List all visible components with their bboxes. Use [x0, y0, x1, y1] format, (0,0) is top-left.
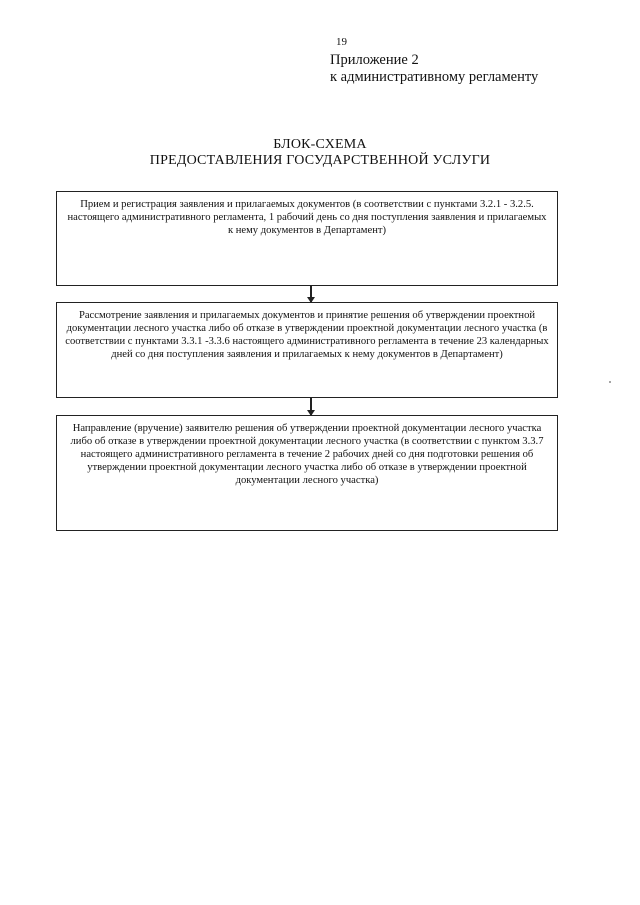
scan-speck — [609, 381, 611, 383]
appendix-line-2: к административному регламенту — [330, 69, 539, 85]
appendix-line-1: Приложение 2 — [330, 52, 419, 68]
flowchart-step-2: Рассмотрение заявления и прилагаемых документов и принятие решения об утверждении проектной документации лесного участка либо об отказе в утверждении проектной документации лесного участка (в соответствии с пунктами 3.3.1 -3.3.6 настоящего административного регламента в течение 23 календарных дней со дня поступления заявления и прилагаемых к нему документов в Департамент) — [56, 302, 558, 398]
title-line-1: БЛОК-СХЕМА — [273, 137, 367, 152]
appendix-header — [330, 52, 538, 86]
flowchart-step-1: Прием и регистрация заявления и прилагаемых документов (в соответствии с пунктами 3.2.1 - 3.2.5. настоящего административного регламента, 1 рабочий день со дня поступления заявления и прилагаемых к нему документов в Департамент) — [56, 191, 558, 286]
page-number: 19 — [336, 36, 347, 48]
down-arrow-icon — [310, 286, 312, 302]
document-title — [0, 137, 640, 169]
title-line-2: ПРЕДОСТАВЛЕНИЯ ГОСУДАРСТВЕННОЙ УСЛУГИ — [149, 153, 491, 168]
flowchart-step-3: Направление (вручение) заявителю решения об утверждении проектной документации лесного участка либо об отказе в утверждении проектной документации лесного участка (в соответствии с пунктом 3.3.7 настоящего административного регламента в течение 2 рабочих дней со дня подготовки решения об утверждении проектной документации лесного участка либо об отказе в утверждении проектной документации лесного участка) — [56, 415, 558, 531]
down-arrow-icon — [310, 398, 312, 415]
